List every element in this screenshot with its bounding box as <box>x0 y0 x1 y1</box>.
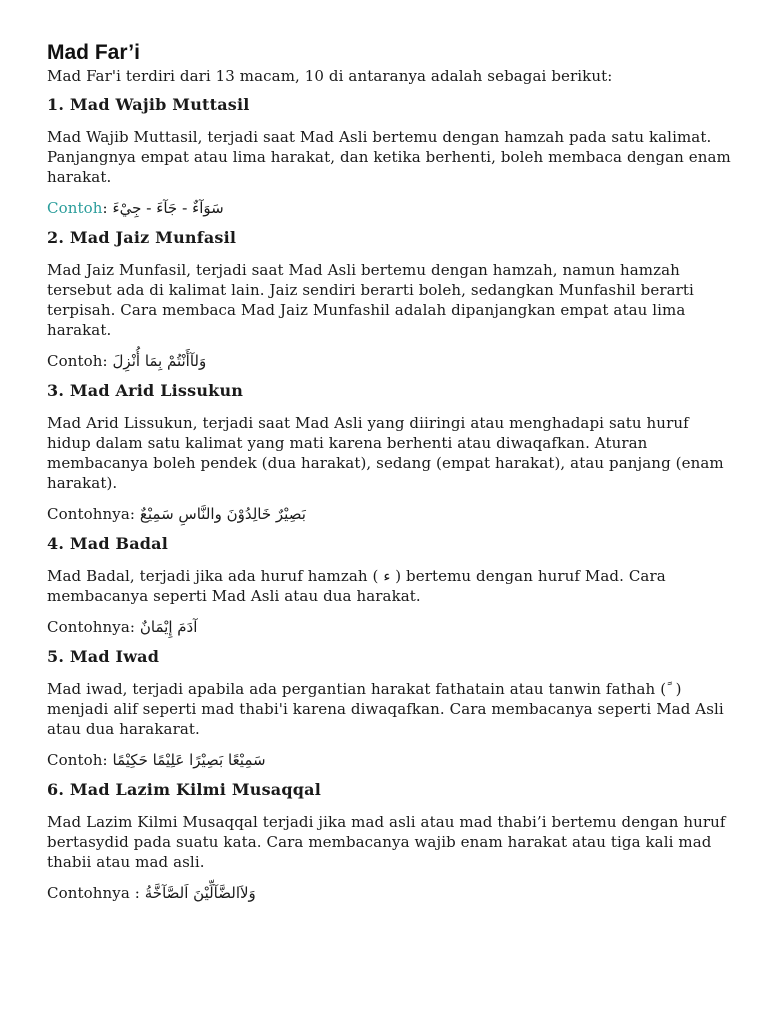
example-line <box>47 616 737 638</box>
section-heading: 1. Mad Wajib Muttasil <box>47 95 250 114</box>
section-heading: 6. Mad Lazim Kilmi Musaqqal <box>47 780 321 799</box>
example-label: Contohnya <box>47 884 130 902</box>
example-separator: : <box>129 884 145 902</box>
example-separator: : <box>129 618 140 636</box>
example-line <box>47 197 737 219</box>
section-mad-iwad <box>47 646 737 771</box>
section-heading: 5. Mad Iwad <box>47 647 160 666</box>
arabic-example: بَصِيْرٌ خَالِدُوْنَ والنَّاسِ سَمِيْعٌ <box>139 505 306 523</box>
arabic-example: آدَمَ إِيْمَانٌ <box>139 618 198 636</box>
section-body: Mad iwad, terjadi apabila ada pergantian harakat fathatain atau tanwin fathah ( ً ) menjadi alif seperti mad thabi'i karena diwaqafkan. Cara membacanya seperti Mad Asli atau dua harakarat. <box>47 680 724 738</box>
section-heading: 4. Mad Badal <box>47 534 169 553</box>
arabic-example: وَلاَالضَّآلِّيْنَ اَلصَّآخَّةُ <box>144 884 256 902</box>
arabic-example: سَمِيْعًا بَصِيْرًا عَلِيْمًا حَكِيْمًا <box>112 751 266 769</box>
example-label: Contohnya <box>47 505 130 523</box>
example-separator: : <box>102 199 113 217</box>
section-body: Mad Jaiz Munfasil, terjadi saat Mad Asli bertemu dengan hamzah, namun hamzah tersebut ada di kalimat lain. Jaiz sendiri berarti boleh, sedangkan Munfashil berarti terpisah. Cara membaca Mad Jaiz Munfashil adalah dipanjangkan empat atau lima harakat. <box>47 261 694 339</box>
document-page <box>47 40 737 912</box>
example-line <box>47 350 737 372</box>
section-mad-badal <box>47 533 737 638</box>
example-label: Contohnya <box>47 618 130 636</box>
example-label: Contoh <box>47 751 103 769</box>
example-label-link[interactable]: Contoh <box>47 199 103 217</box>
section-body: Mad Arid Lissukun, terjadi saat Mad Asli yang diiringi atau menghadapi satu huruf hidup dalam satu kalimat yang mati karena berhenti atau diwaqafkan. Aturan membacanya boleh pendek (dua harakat), sedang (empat harakat), atau panjang (enam harakat). <box>47 414 724 492</box>
arabic-example: سَوَآءٌ - جَآءَ - جِيْءَ <box>112 199 224 217</box>
section-body: Mad Wajib Muttasil, terjadi saat Mad Asli bertemu dengan hamzah pada satu kalimat. Panjangnya empat atau lima harakat, dan ketika berhenti, boleh membaca dengan enam harakat. <box>47 128 731 186</box>
section-mad-arid-lissukun <box>47 380 737 525</box>
arabic-example: وَلآأَنْتُمْ بِمَا أُنْزِلَ <box>112 352 207 370</box>
example-separator: : <box>129 505 140 523</box>
intro-paragraph: Mad Far'i terdiri dari 13 macam, 10 di antaranya adalah sebagai berikut: <box>47 67 613 85</box>
example-separator: : <box>102 352 113 370</box>
section-body: Mad Badal, terjadi jika ada huruf hamzah ( ء ) bertemu dengan huruf Mad. Cara membacanya seperti Mad Asli atau dua harakat. <box>47 567 666 605</box>
example-line <box>47 503 737 525</box>
example-separator: : <box>102 751 113 769</box>
section-heading: 2. Mad Jaiz Munfasil <box>47 228 237 247</box>
section-body: Mad Lazim Kilmi Musaqqal terjadi jika mad asli atau mad thabi’i bertemu dengan huruf bertasydid pada suatu kata. Cara membacanya wajib enam harakat atau tiga kali mad thabii atau mad asli. <box>47 813 726 871</box>
section-mad-wajib-muttasil <box>47 94 737 219</box>
example-line <box>47 749 737 771</box>
section-heading: 3. Mad Arid Lissukun <box>47 381 244 400</box>
example-line <box>47 882 737 904</box>
section-mad-jaiz-munfasil <box>47 227 737 372</box>
page-title: Mad Far’i <box>47 41 140 64</box>
section-mad-lazim-kilmi-musaqqal <box>47 779 737 904</box>
example-label: Contoh <box>47 352 103 370</box>
